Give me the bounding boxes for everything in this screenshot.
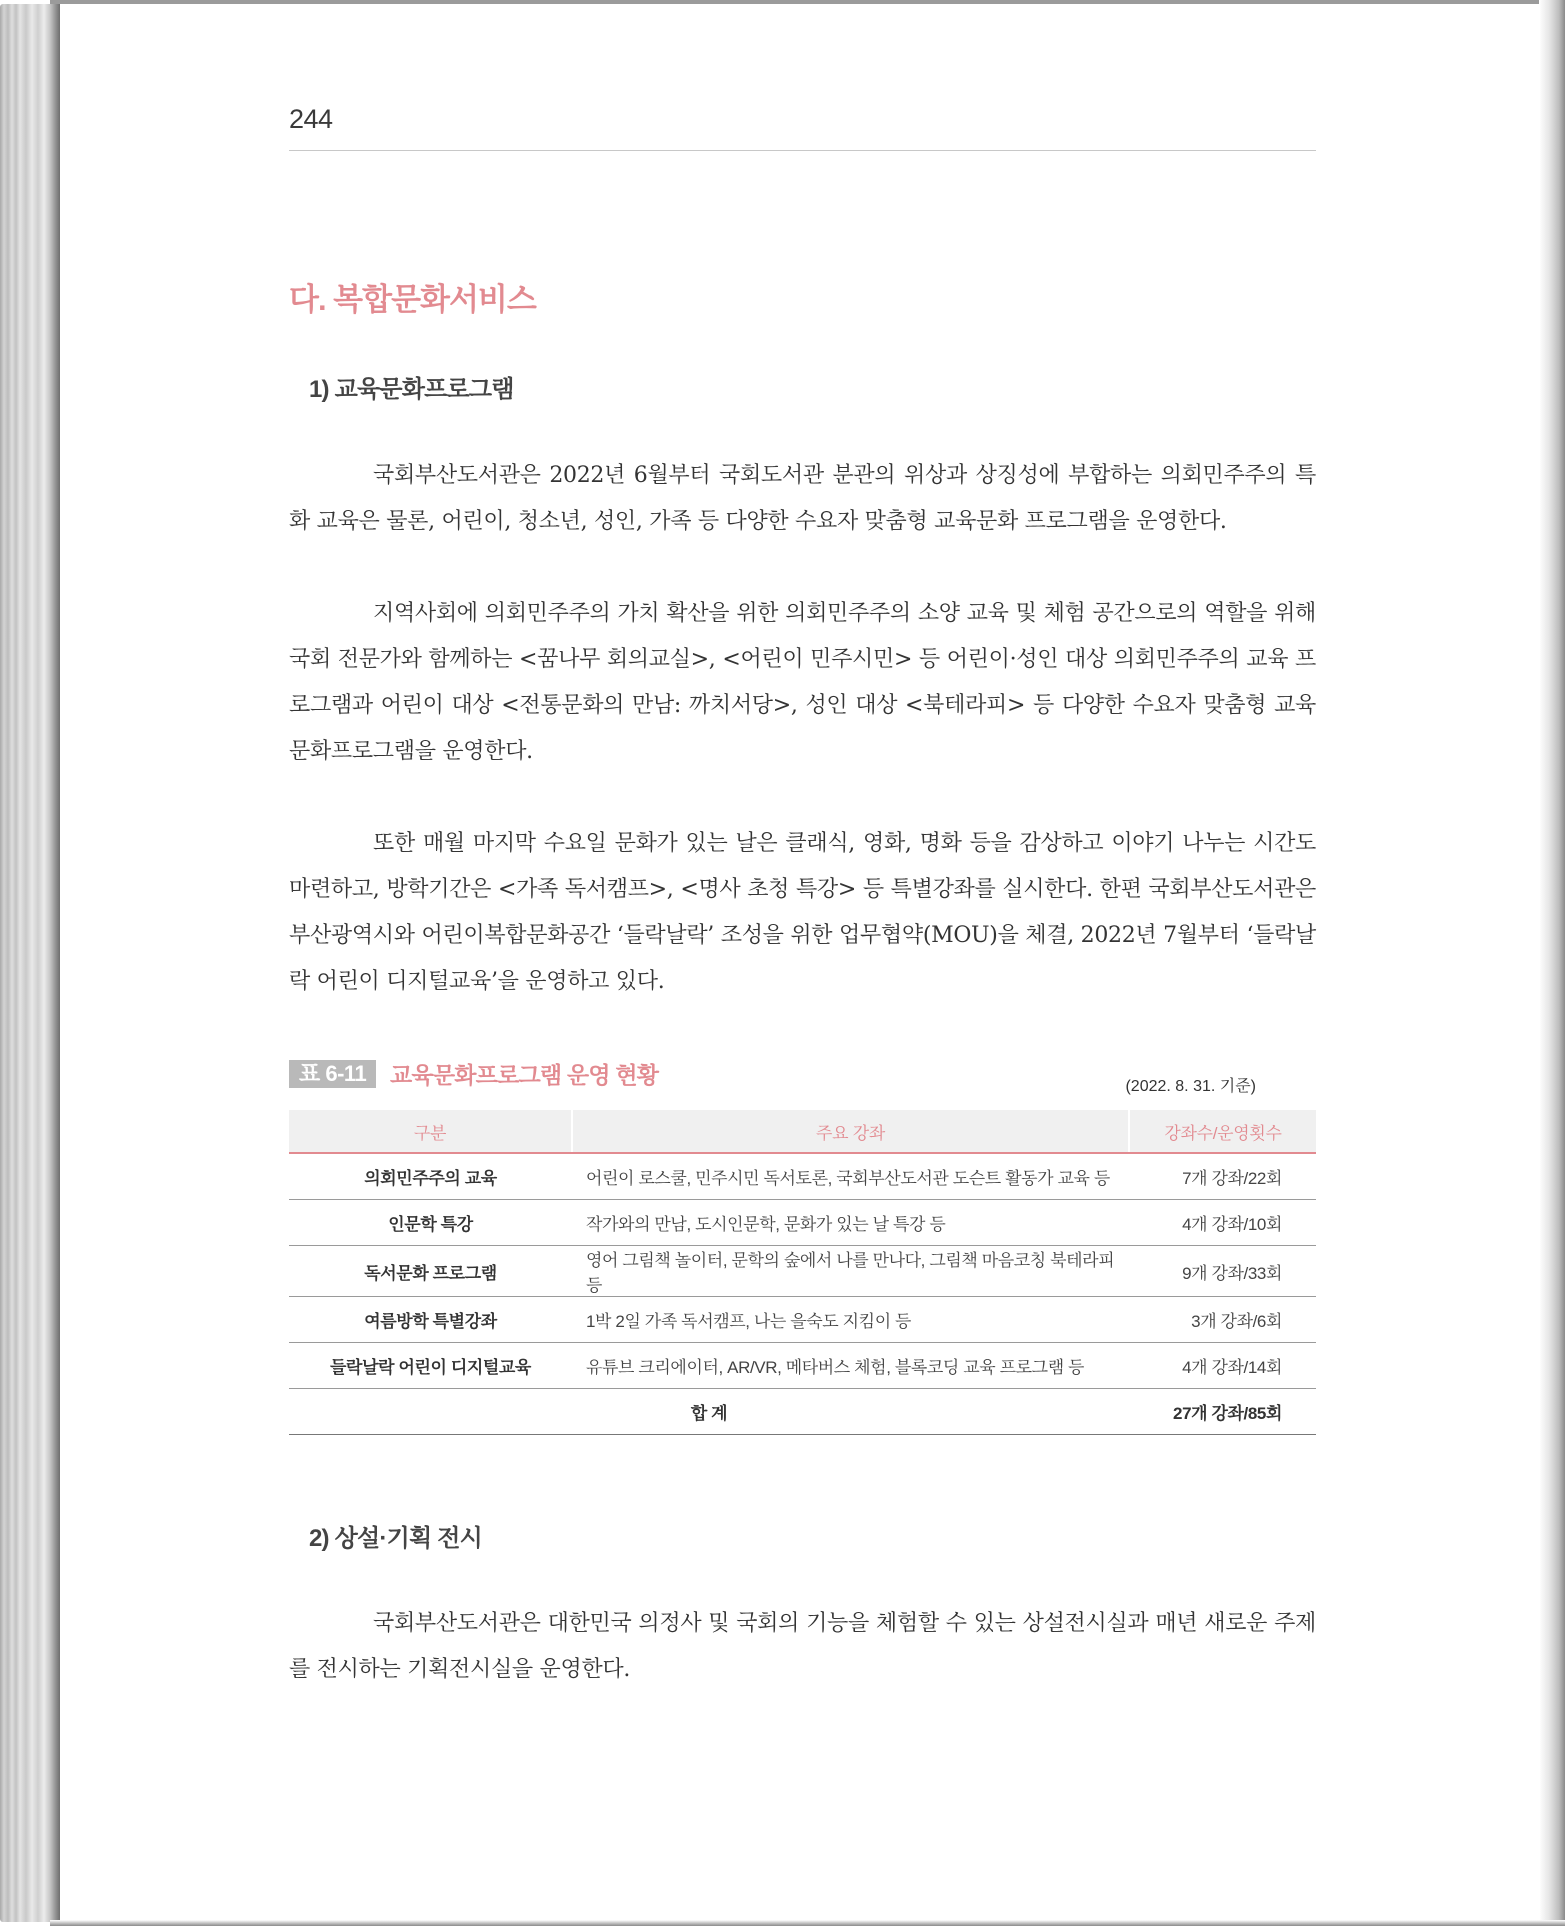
program-status-table — [289, 1110, 1316, 1435]
subsection-title-education: 1) 교육문화프로그램 — [309, 376, 514, 403]
paragraph: 또한 매월 마지막 수요일 문화가 있는 날은 클래식, 영화, 명화 등을 감상하고 이야기 나누는 시간도 마련하고, 방학기간은 <가족 독서캠프>, <명사 초청 특강> 등 특별강좌를 실시한다. 한편 국회부산도서관은 부산광역시와 어린이복합문화공간 ‘들락날락’ 조성을 위한 업무협약(MOU)을 체결, 2022년 7월부터 ‘들락날락 어린이 디지털교육’을 운영하고 있다. — [289, 831, 1316, 994]
paragraph: 국회부산도서관은 2022년 6월부터 국회도서관 분관의 위상과 상징성에 부합하는 의회민주주의 특화 교육은 물론, 어린이, 청소년, 성인, 가족 등 다양한 수요자 맞춤형 교육문화 프로그램을 운영한다. — [289, 463, 1316, 534]
paragraph: 국회부산도서관은 대한민국 의정사 및 국회의 기능을 체험할 수 있는 상설전시실과 매년 새로운 주제를 전시하는 기획전시실을 운영한다. — [289, 1611, 1316, 1682]
table-row — [289, 1153, 1316, 1200]
table-row — [289, 1200, 1316, 1246]
table-title: 교육문화프로그램 운영 현황 — [390, 1062, 659, 1088]
row-category: 인문학 특강 — [289, 1200, 572, 1246]
section-title: 다. 복합문화서비스 — [289, 282, 536, 317]
book-page-edges — [0, 4, 60, 1922]
table-total-row — [289, 1389, 1316, 1435]
header-courses: 주요 강좌 — [572, 1110, 1129, 1153]
row-courses: 영어 그림책 놀이터, 문학의 숲에서 나를 만나다, 그림책 마음코칭 북테라피 등 — [572, 1246, 1129, 1297]
subsection-title-exhibition: 2) 상설·기획 전시 — [309, 1525, 482, 1552]
row-count: 3개 강좌/6회 — [1129, 1297, 1316, 1343]
book-page — [60, 4, 1540, 1920]
header-count: 강좌수/운영횟수 — [1129, 1110, 1316, 1153]
row-count: 7개 강좌/22회 — [1129, 1153, 1316, 1200]
table-row — [289, 1343, 1316, 1389]
table-header-row — [289, 1110, 1316, 1153]
page-bottom-shadow — [50, 1920, 1565, 1926]
table-number-label: 표 6-11 — [289, 1060, 376, 1088]
row-courses: 어린이 로스쿨, 민주시민 독서토론, 국회부산도서관 도슨트 활동가 교육 등 — [572, 1153, 1129, 1200]
row-category: 여름방학 특별강좌 — [289, 1297, 572, 1343]
header-category: 구분 — [289, 1110, 572, 1153]
row-count: 4개 강좌/14회 — [1129, 1343, 1316, 1389]
table-row — [289, 1297, 1316, 1343]
row-category: 의회민주주의 교육 — [289, 1153, 572, 1200]
table-row — [289, 1246, 1316, 1297]
total-count: 27개 강좌/85회 — [1129, 1389, 1316, 1435]
total-label: 합 계 — [289, 1389, 1129, 1435]
row-count: 9개 강좌/33회 — [1129, 1246, 1316, 1297]
row-courses: 작가와의 만남, 도시인문학, 문화가 있는 날 특강 등 — [572, 1200, 1129, 1246]
table-date-note: (2022. 8. 31. 기준) — [1125, 1078, 1256, 1095]
page-number: 244 — [289, 104, 333, 134]
row-count: 4개 강좌/10회 — [1129, 1200, 1316, 1246]
paragraph: 지역사회에 의회민주주의 가치 확산을 위한 의회민주주의 소양 교육 및 체험 공간으로의 역할을 위해 국회 전문가와 함께하는 <꿈나무 회의교실>, <어린이 민주시민> 등 어린이·성인 대상 의회민주주의 교육 프로그램과 어린이 대상 <전통문화의 만남: 까치서당>, 성인 대상 <북테라피> 등 다양한 수요자 맞춤형 교육 문화프로그램을 운영한다. — [289, 601, 1316, 764]
row-courses: 유튜브 크리에이터, AR/VR, 메타버스 체험, 블록코딩 교육 프로그램 등 — [572, 1343, 1129, 1389]
row-category: 독서문화 프로그램 — [289, 1246, 572, 1297]
row-category: 들락날락 어린이 디지털교육 — [289, 1343, 572, 1389]
row-courses: 1박 2일 가족 독서캠프, 나는 을숙도 지킴이 등 — [572, 1297, 1129, 1343]
page-right-shadow — [1539, 0, 1565, 1926]
header-divider — [289, 150, 1316, 151]
